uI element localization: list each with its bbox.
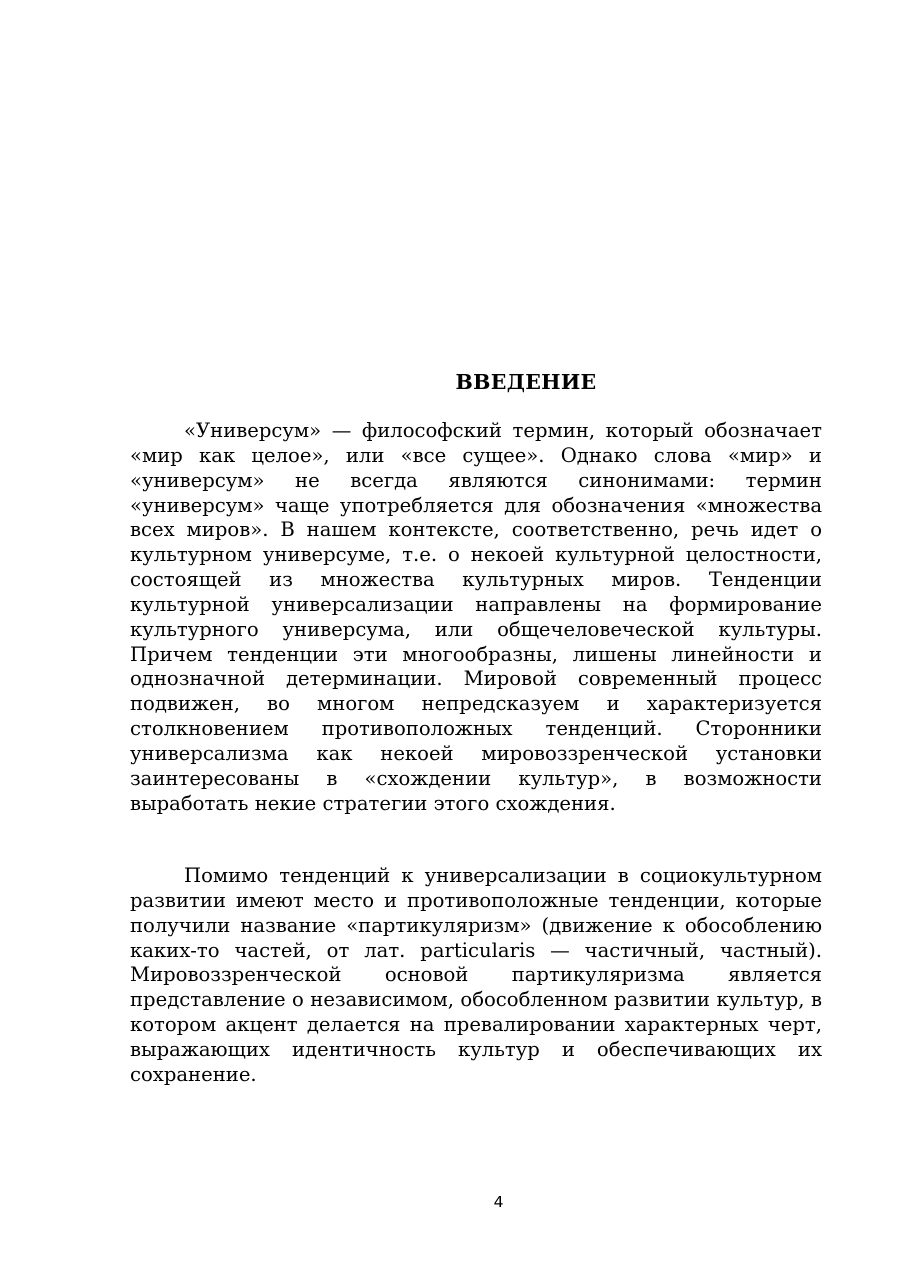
paragraph-1: «Универсум» — философский термин, который обозначает «мир как целое», или «все сущее». Однако слова «мир» и «универсум» не всегда являются синонимами: термин «универсум» чаще употребляется для обозначения «множества всех миров». В нашем контексте, соответственно, речь идет о культурном универсуме, т.е. о некоей культурной целостности, состоящей из множества культурных миров. Тенденции культурной универсализации направлены на формирование культурного универсума, или общечеловеческой культуры. Причем тенденции эти многообразны, лишены линейности и однозначной детерминации. Мировой современный процесс подвижен, во многом непредсказуем и характеризуется столкновением противоположных тенденций. Сторонники универсализма как некоей мировоззренческой установки заинтересованы в «схождении культур», в возможности выработать некие стратегии этого схождения. (130, 419, 822, 815)
section-heading: ВВЕДЕНИЕ (455, 370, 597, 394)
paragraph-2: Помимо тенденций к универсализации в социокультурном развитии имеют место и противоположные тенденции, которые получили название «партикуляризм» (движение к обособлению каких-то частей, от лат. particularis — частичный, частный). Мировоззренческой основой партикуляризма является представление о независимом, обособленном развитии культур, в котором акцент делается на превалировании характерных черт, выражающих идентичность культур и обеспечивающих их сохранение. (130, 864, 822, 1086)
page-number: 4 (493, 1193, 504, 1211)
